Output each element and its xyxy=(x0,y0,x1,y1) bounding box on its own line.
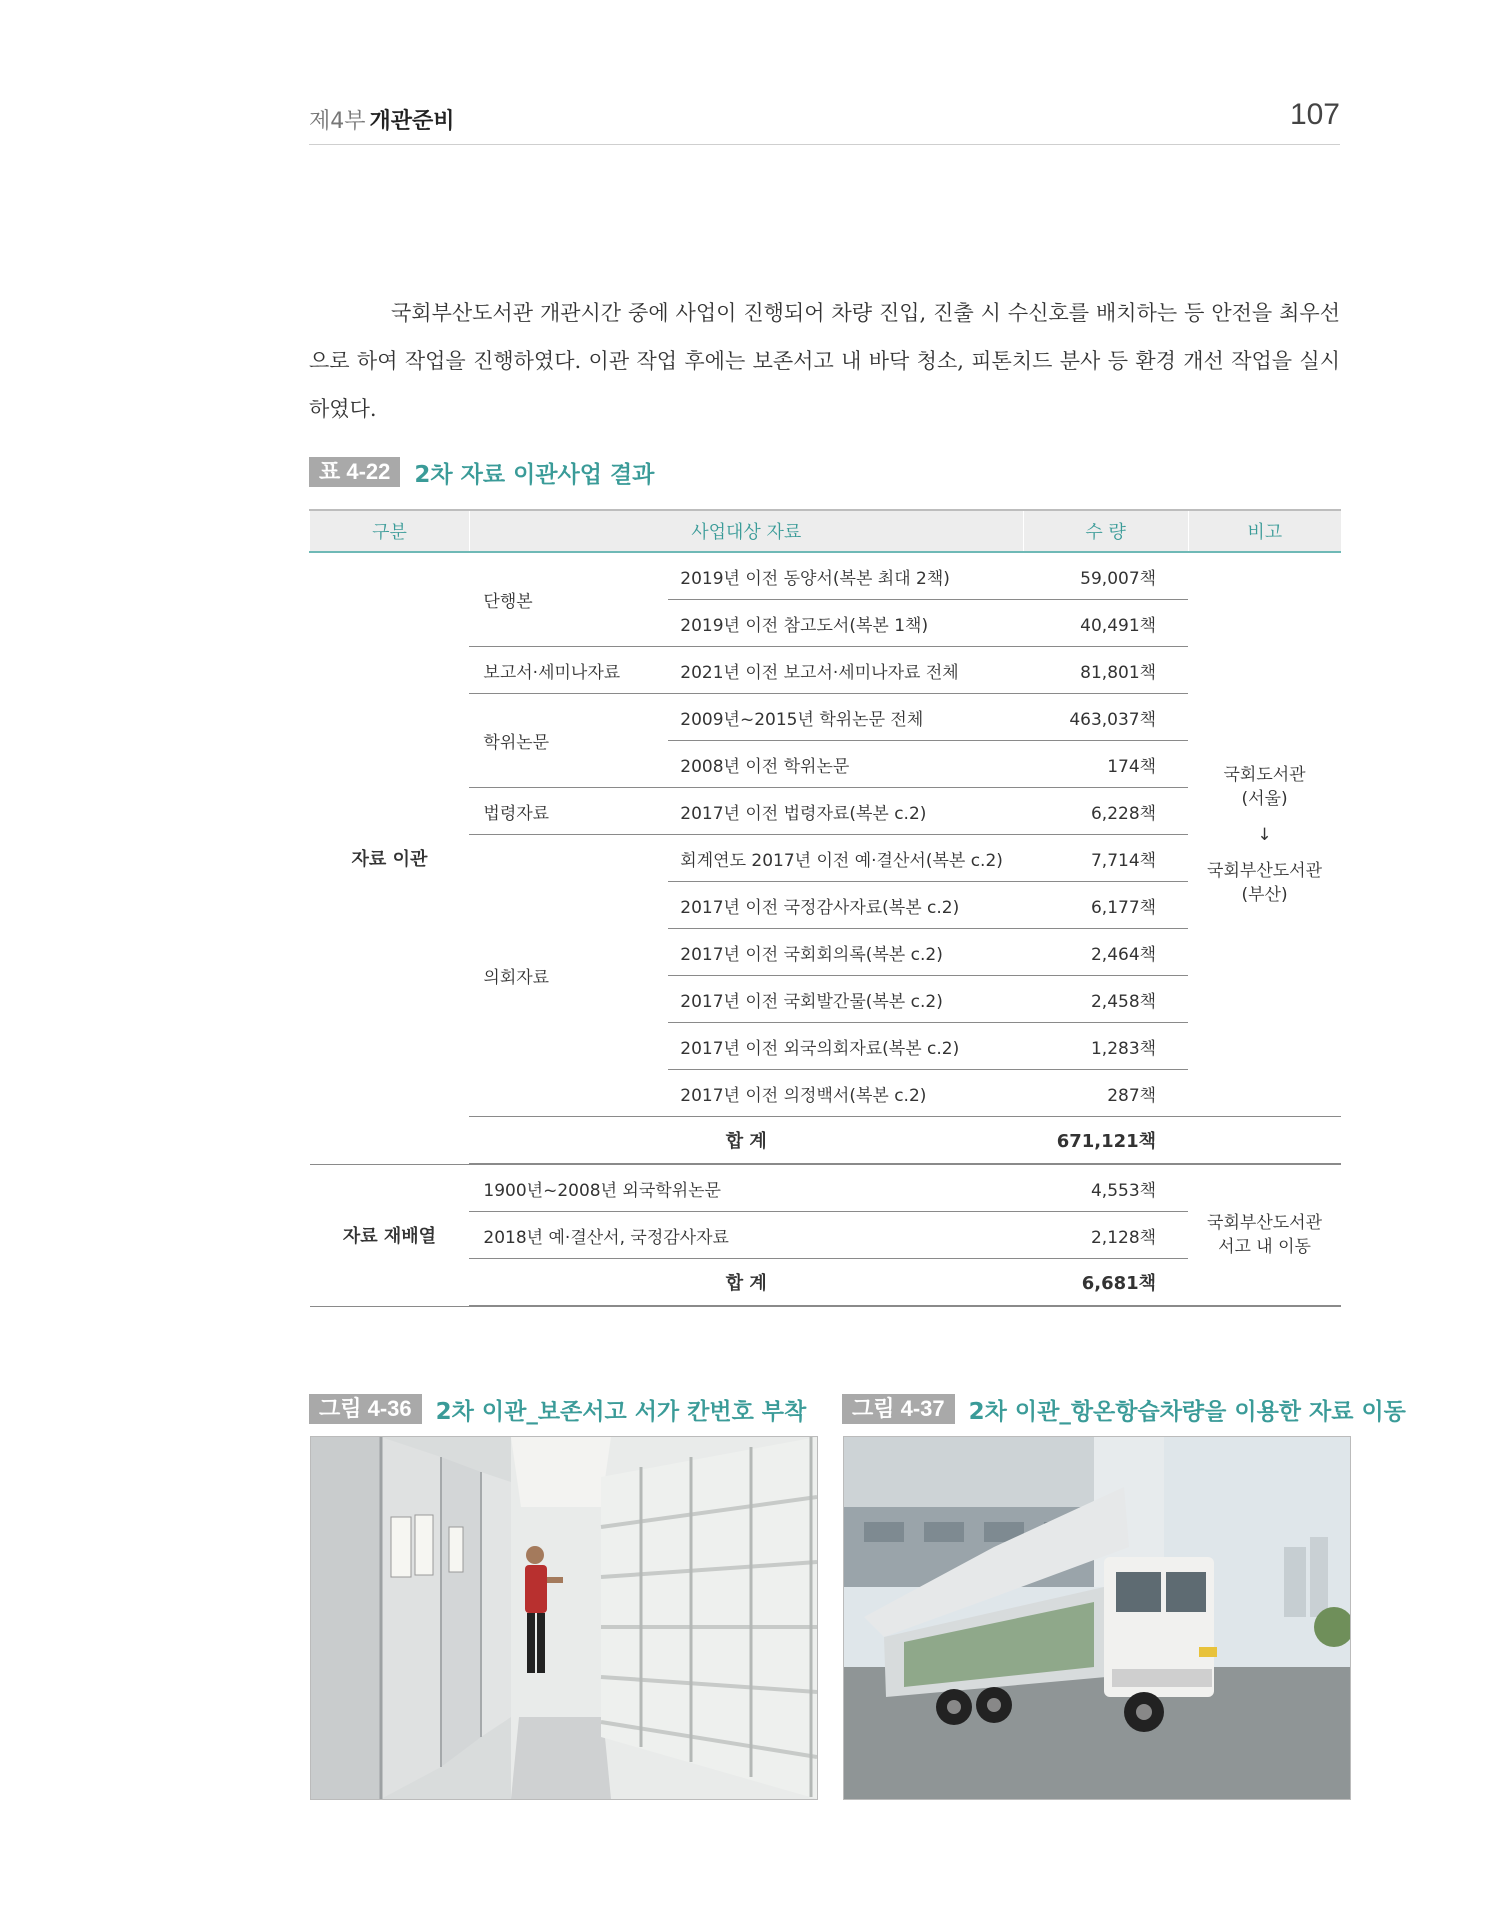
item-cell: 2021년 이전 보고서·세미나자료 전체 xyxy=(668,647,1023,694)
group-label-rearrange: 자료 재배열 xyxy=(310,1164,470,1306)
group-label-transfer: 자료 이관 xyxy=(310,552,470,1164)
quantity-cell: 2,128책 xyxy=(1023,1212,1188,1259)
item-cell: 2008년 이전 학위논문 xyxy=(668,741,1023,788)
header-category: 구분 xyxy=(310,510,470,552)
part-label xyxy=(309,104,455,135)
quantity-cell: 1,283책 xyxy=(1023,1023,1188,1070)
remarks-transfer xyxy=(1188,552,1341,1117)
remarks-rearrange xyxy=(1188,1164,1341,1306)
note-to-line2: (부산) xyxy=(1241,884,1288,905)
table-tag: 표 4-22 xyxy=(309,457,400,487)
quantity-cell: 81,801책 xyxy=(1023,647,1188,694)
subcategory-cell: 학위논문 xyxy=(469,694,668,788)
note-line1: 국회부산도서관 xyxy=(1207,1213,1323,1233)
total-label: 합 계 xyxy=(469,1117,1023,1165)
down-arrow-icon: ↓ xyxy=(1257,824,1272,845)
figure-title: 2차 이관_항온항습차량을 이용한 자료 이동 xyxy=(968,1398,1406,1425)
quantity-cell: 2,464책 xyxy=(1023,929,1188,976)
transport-truck-photo xyxy=(843,1436,1351,1800)
quantity-cell: 7,714책 xyxy=(1023,835,1188,882)
item-cell: 2019년 이전 참고도서(복본 1책) xyxy=(668,600,1023,647)
note-from-line1: 국회도서관 xyxy=(1223,764,1306,785)
table-header-row xyxy=(310,510,1342,552)
item-cell: 2009년~2015년 학위논문 전체 xyxy=(668,694,1023,741)
subcategory-cell: 의회자료 xyxy=(469,835,668,1117)
archive-shelves-photo xyxy=(310,1436,818,1800)
table-row xyxy=(310,1164,1342,1212)
item-cell: 2017년 이전 법령자료(복본 c.2) xyxy=(668,788,1023,835)
total-label: 합 계 xyxy=(469,1259,1023,1307)
item-cell: 2017년 이전 국정감사자료(복본 c.2) xyxy=(668,882,1023,929)
table-title: 2차 자료 이관사업 결과 xyxy=(414,461,655,488)
total-quantity: 671,121책 xyxy=(1023,1117,1188,1165)
header-target-material: 사업대상 자료 xyxy=(469,510,1023,552)
body-paragraph: 국회부산도서관 개관시간 중에 사업이 진행되어 차량 진입, 진출 시 수신호를 배치하는 등 안전을 최우선으로 하여 작업을 진행하였다. 이관 작업 후에는 보존서고 내 바닥 청소, 피톤치드 분사 등 환경 개선 작업을 실시하였다. xyxy=(309,301,1340,421)
item-cell: 1900년~2008년 외국학위논문 xyxy=(469,1164,1023,1212)
quantity-cell: 174책 xyxy=(1023,741,1188,788)
item-cell: 2019년 이전 동양서(복본 최대 2책) xyxy=(668,552,1023,600)
subcategory-cell: 법령자료 xyxy=(469,788,668,835)
note-from-line2: (서울) xyxy=(1241,788,1288,809)
item-cell: 2017년 이전 의정백서(복본 c.2) xyxy=(668,1070,1023,1117)
quantity-cell: 4,553책 xyxy=(1023,1164,1188,1212)
quantity-cell: 40,491책 xyxy=(1023,600,1188,647)
part-number: 제4부 xyxy=(309,109,366,134)
empty-cell xyxy=(1188,1117,1341,1165)
figure-caption-1 xyxy=(309,1394,806,1424)
quantity-cell: 6,177책 xyxy=(1023,882,1188,929)
page-number: 107 xyxy=(1289,98,1340,131)
subcategory-cell: 단행본 xyxy=(469,552,668,647)
figure-caption-2 xyxy=(842,1394,1406,1424)
item-cell: 2017년 이전 국회회의록(복본 c.2) xyxy=(668,929,1023,976)
quantity-cell: 287책 xyxy=(1023,1070,1188,1117)
table-row xyxy=(310,552,1342,600)
subcategory-cell: 보고서·세미나자료 xyxy=(469,647,668,694)
item-cell: 2017년 이전 외국의회자료(복본 c.2) xyxy=(668,1023,1023,1070)
table-caption xyxy=(309,457,654,487)
item-cell: 회계연도 2017년 이전 예·결산서(복본 c.2) xyxy=(668,835,1023,882)
item-cell: 2017년 이전 국회발간물(복본 c.2) xyxy=(668,976,1023,1023)
figure-tag: 그림 4-37 xyxy=(842,1394,955,1424)
figure-title: 2차 이관_보존서고 서가 칸번호 부착 xyxy=(435,1398,807,1425)
quantity-cell: 59,007책 xyxy=(1023,552,1188,600)
header-quantity: 수 량 xyxy=(1023,510,1188,552)
total-quantity: 6,681책 xyxy=(1023,1259,1188,1307)
quantity-cell: 463,037책 xyxy=(1023,694,1188,741)
item-cell: 2018년 예·결산서, 국정감사자료 xyxy=(469,1212,1023,1259)
transfer-results-table xyxy=(309,509,1341,1307)
figure-tag: 그림 4-36 xyxy=(309,1394,422,1424)
header-remarks: 비고 xyxy=(1188,510,1341,552)
quantity-cell: 2,458책 xyxy=(1023,976,1188,1023)
quantity-cell: 6,228책 xyxy=(1023,788,1188,835)
note-line2: 서고 내 이동 xyxy=(1218,1237,1311,1257)
running-header xyxy=(309,98,1340,145)
part-title: 개관준비 xyxy=(369,109,455,134)
note-to-line1: 국회부산도서관 xyxy=(1207,860,1323,881)
